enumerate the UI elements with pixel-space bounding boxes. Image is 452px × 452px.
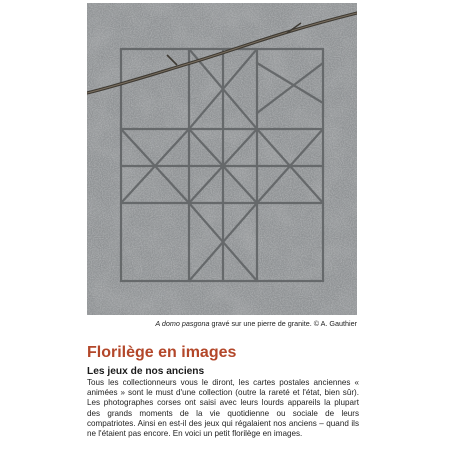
caption-game-name: A domo pasgona	[155, 319, 210, 328]
article-subtitle: Les jeux de nos anciens	[87, 366, 205, 377]
photo-caption	[87, 319, 357, 328]
caption-text: gravé sur une pierre de granite. © A. Gauthier	[209, 319, 357, 328]
article-body: Tous les collectionneurs vous le diront, les cartes postales anciennes « animées » sont le must d'une collection (outre la rareté et l'état, bien sûr). Les photographes corses ont saisi avec leurs lourds appareils la plupart des grands moments de la vie quotidienne ou sociale de leurs compatriotes. Ainsi en est-il des jeux qui régalaient nos anciens – quand ils ne l'étaient pas encore. En voici un petit florilège en images.	[87, 378, 359, 439]
stone-carving-photo	[87, 3, 357, 315]
article-title: Florilège en images	[87, 344, 237, 361]
